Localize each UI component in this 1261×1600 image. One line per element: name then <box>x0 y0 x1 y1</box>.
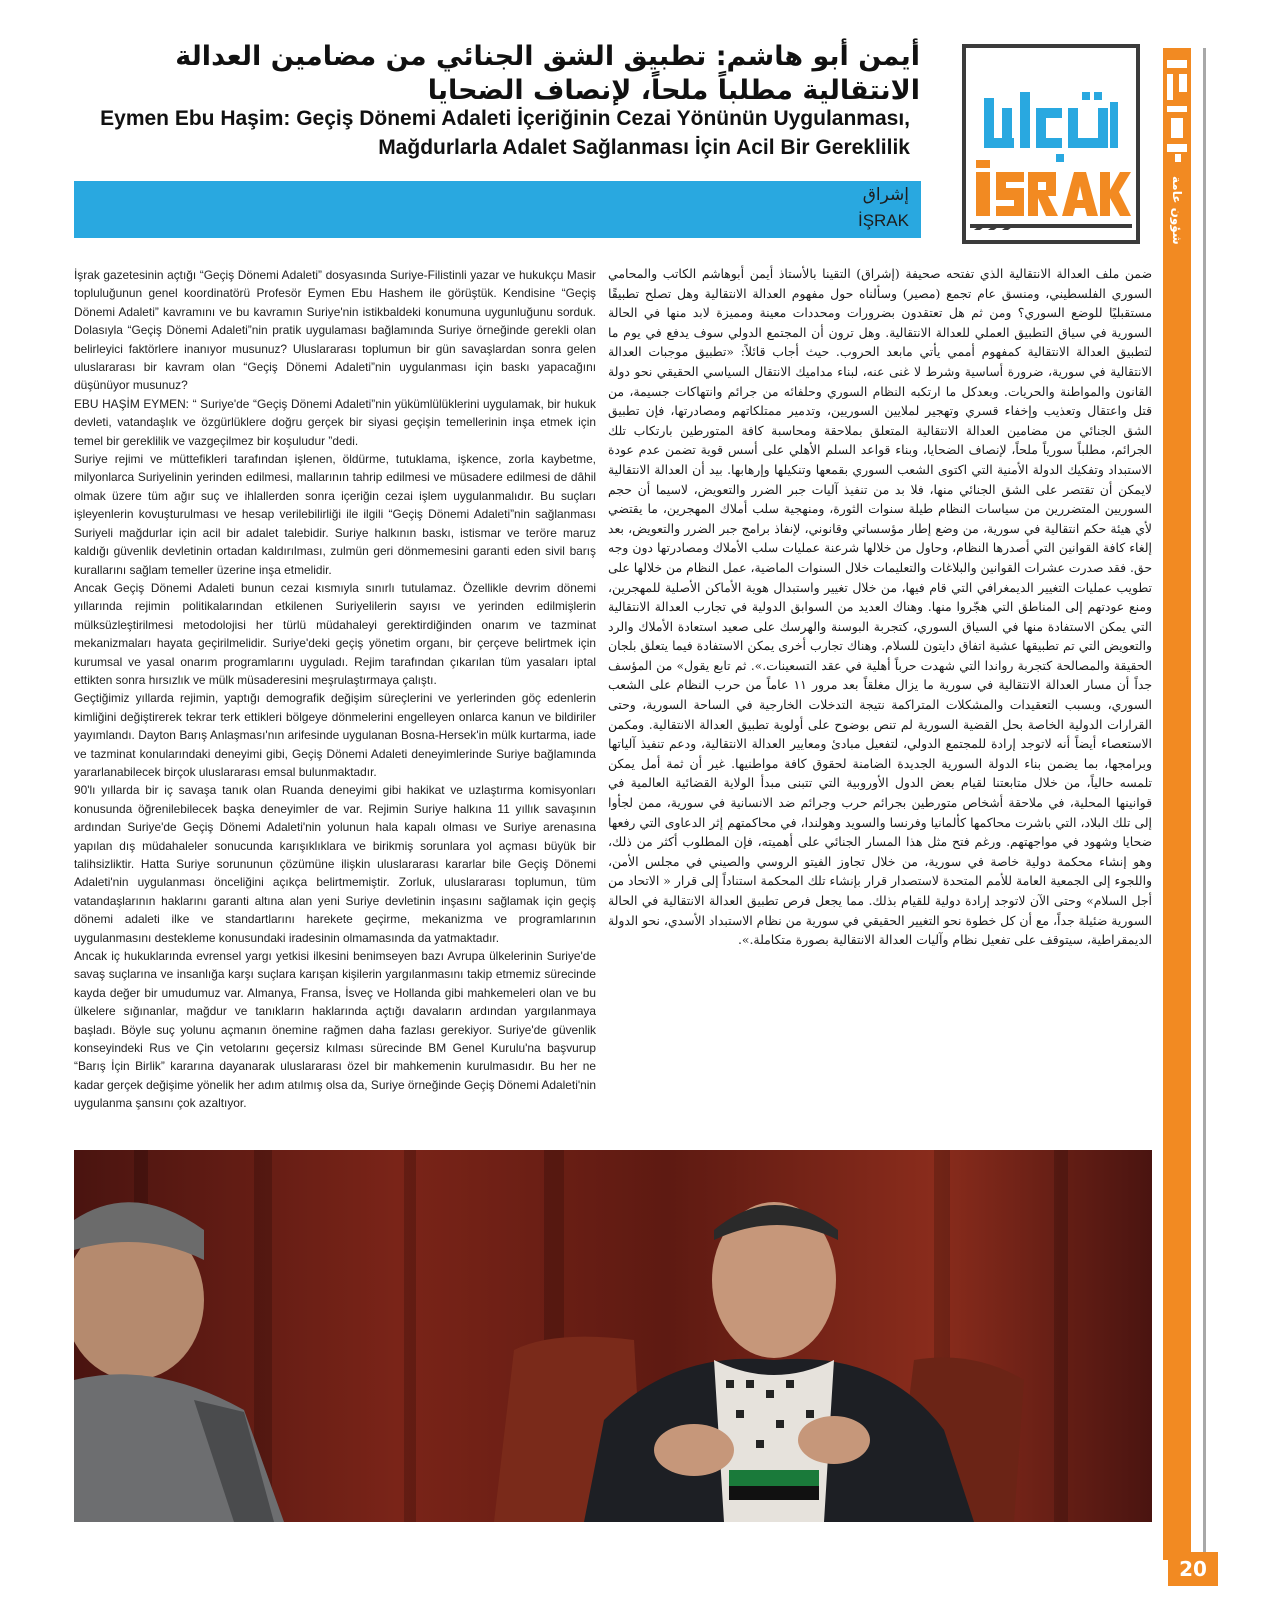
headline-arabic: أيمن أبو هاشم: تطبيق الشق الجنائي من مضامين العدالة الانتقالية مطلباً ملحاً، لإنصاف الضحايا <box>175 41 920 106</box>
side-band <box>1163 0 1261 1600</box>
article-arabic-column: ضمن ملف العدالة الانتقالية الذي تفتحه صحيفة (إشراق) التقينا بالأستاذ أيمن أبوهاشم الكاتب والمحامي السوري الفلسطيني، ومنسق عام تجمع (مصير) وسألناه حول مفهوم العدالة الانتقالية وهل تصلح تطبيقًا مستقبليًا للوضع السوري؟ ومن ثم هل تعتقدون بضرورات ومحددات معينة ومميزة لابد منها في الحالة السورية في سياق التطبيق العملي للعدالة الانتقالية. وهل ترون أن المجتمع الدولي سوف يدفع في يوم ما لتطبيق العدالة الانتقالية كمفهوم أممي يأتي مابعد الحروب. حيث أجاب قائلاً: «تطبيق موجبات العدالة الانتقالية في سورية، ضرورة أساسية وشرط لا غنى عنه، لبناء مداميك الانتقال السياسي الحقيقي نحو دولة القانون والمواطنة والحريات. وبعدكل ما ارتكبه النظام السوري وحلفائه من جرائم وانتهاكات جسيمة، من قتل واعتقال وتعذيب وإخفاء قسري وتهجير لملايين السوريين، وتدمير ممتلكاتهم ومصادرتها، فإن تطبيق الشق الجنائي من مضامين العدالة الانتقالية المتعلق بملاحقة ومحاسبة كافة المتورطين بارتكاب تلك الجرائم، مطلباً سورياً ملحاً، لإنصاف الضحايا، وبناء قواعد السلم الأهلي على أسس قوية تضمن عدم عودة الاستبداد وتفكيك الدولة الأمنية التي اكتوى الشعب السوري بقمعها وتنكيلها وإرهابها. بيد أن العدالة الانتقالية لايمكن أن تقتصر على الشق الجنائي منها، فلا بد من تنفيذ آليات جبر الضرر والتعويض، لاسيما أن حجم السوريين المتضررين من سياسات النظام طيلة سنوات الثورة، ومنهجية سلب أملاك المهجرين، ما يقتضي لأي هيئة حكم انتقالية في سورية، من وضع إطار مؤسساتي وقانوني، لإنفاذ برامج جبر الضرر والتعويض، بعد إلغاء كافة القوانين التي أصدرها النظام، وحاول من خلالها شرعنة عمليات سلب الأملاك ومصادرتها دون وجه حق. فقد صدرت عشرات القوانين والبلاغات والتعليمات خلال السنوات الماضية، عمل النظام من خلالها على تطويب عمليات التغيير الديمغرافي التي قام فيها، من خلال تغيير واستبدال هوية الأماكن الأصلية للمهجرين، ومنع عودتهم إلى المناطق التي هجّروا منها. وهناك العديد من السوابق الدولية في تجارب العدالة الانتقالية التي يمكن الاستفادة منها في السياق السوري، كتجربة البوسنة والهرسك على صعيد استعادة الأملاك والرد والتعويض التي تم تطبيقها عشية اتفاق دايتون للسلام. وهناك تجارب أخرى يمكن الاستفادة فيما يتعلق بلجان الحقيقة والمصالحة كتجربة رواندا التي شهدت حرباً أهلية في عقد التسعينات.». ثم تابع يقول» من المؤسف جداً أن مسار العدالة الانتقالية في سورية ما يزال مغلقاً بعد مرور ١١ عاماً من حرب النظام على الشعب السوري، وبسبب التعقيدات والمشكلات المتراكمة نتيجة التدخلات الخارجية في الساحة السورية، وحتى القرارات الدولية الخاصة بحل القضية السورية لم تنص بوضوح على أولوية تطبيق العدالة الانتقالية. ومكمن الاستعصاء أيضاً أنه لاتوجد إرادة للمجتمع الدولي، لتفعيل مبادئ ومعايير العدالة الانتقالية، ودعم تنفيذ آلياتها وبرامجها، بما يضمن بناء الدولة السورية الجديدة الضامنة لحقوق كافة مواطنيها. غير أن ثمة أمل يمكن تلمسه حالياً، من خلال متابعتنا لقيام بعض الدول الأوروبية التي تتبنى مبدأ الولاية القضائية العالمية في قوانينها المحلية، في ملاحقة أشخاص متورطين بجرائم حرب وجرائم ضد الانسانية في سورية، ممن لجأوا إلى تلك البلاد، التي باشرت محاكمها كألمانيا وفرنسا والسويد وهولندا، في محاكمتهم إثر الدعاوى التي رفعها ضحايا وشهود في مواجهتهم. ورغم فتح مثل هذا المسار الجنائي على أهميته، فإن المطلوب أكثر من ذلك، وهو إنشاء محكمة دولية خاصة في سورية، من خلال تجاوز الفيتو الروسي والصيني في مجلس الأمن، واللجوء إلى الجمعية العامة للأمم المتحدة لاستصدار قرار بإنشاء تلك المحكمة استناداً إلى قرار « الاتحاد من أجل السلام» وحتى الآن لاتوجد إرادة دولية للقيام بذلك. مما يجعل فرص تطبيق العدالة الانتقالية في الحالة السورية ضئيلة جداً، مع أن كل خطوة نحو التغيير الحقيقي في سورية من نظام الاستبداد الأسدي، نحو الدولة الديمقراطية، سيتوقف على تفعيل نظام وآليات العدالة الانتقالية بصورة متكاملة.». <box>608 266 1152 948</box>
author-bar <box>74 181 921 238</box>
israk-logo <box>962 44 1140 244</box>
israk-logo-icon <box>970 52 1132 236</box>
interview-photo-image <box>74 1150 1152 1522</box>
article-paragraph: Geçtiğimiz yıllarda rejimin, yaptığı demografik değişim süreçlerini ve yerlerinden göç edenlerin kimliğini değiştirerek tekrar terk ettikleri bölgeye dönmelerini engelleyen onlarca kanun ve bildiriler yayımlandı. Dayton Barış Anlaşması'nın arifesinde uygulanan Bosna-Hersek'in mülk kurtarma, iade ve tazminat konularındaki deneyimi gibi, Geçiş Dönemi Adaleti deneyimlerinde Suriye bağlamında yararlanabilecek birçok uluslararası emsal bulunmaktadır. <box>74 691 596 779</box>
interview-photo <box>74 1150 1152 1522</box>
article-paragraph: Ancak iç hukuklarında evrensel yargı yetkisi ilkesini benimseyen bazı Avrupa ülkelerinin Suriye'de savaş suçlarına ve insanlığa karşı suçlara karışan kişilerin yargılanmasını takip etmemiz sürecinde kayda değer bir umudumuz var. Almanya, Fransa, İsveç ve Hollanda gibi mahkemeleri olan ve bu ülkelere sığınanlar, mağdur ve tanıkların haklarında açtığı davaların ardından yargılanmaya başladı. Böyle suç yolunu açmanın önemine rağmen daha fazlası gerekiyor. Suriye'de güvenlik konseyindeki Rus ve Çin vetolarını geçersiz kılması sürecinde BM Genel Kurulu'na başvurup “Barış İçin Birlik” kararına dayanarak uluslararası özel bir mahkemenin kurulmasıdır. Bu her ne kadar gerçek değişime yönelik her adım atılmış olsa da, Suriye örneğinde Geçiş Dönemi Adaleti'nin uygulanma şansını çok azaltıyor. <box>74 949 596 1111</box>
israk-vertical-logo-icon <box>1157 50 1197 170</box>
page-number: 20 <box>1168 1552 1218 1586</box>
article-paragraph: Suriye rejimi ve müttefikleri tarafından işlenen, öldürme, tutuklama, işkence, zorla kaybetme, milyonlarca Suriyelinin yerinden edilmesi, mallarının tahrip edilmesi ve müsadere edilmesi de dâhil olmak üzere tüm ağır suç ve ihlallerden sonra içeriğin cezai işlem uygulanmalıdır. Bu suçları işleyenlerin kovuşturulması ve hesap verilebilirliği ile ilgili “Geçiş Dönemi Adaleti”nin sağlanması Suriyeli mağdurlar için acil bir adalet talebidir. Suriye halkının baskı, istismar ve teröre maruz kaldığı güvenlik devletinin ortadan kaldırılması, zulmün geri dönmemesini garanti eden sivil barış kurallarını sağlam temeller üzerine inşa etmelidir. <box>74 452 596 577</box>
article-paragraph: Ancak Geçiş Dönemi Adaleti bunun cezai kısmıyla sınırlı tutulamaz. Özellikle devrim dönemi yıllarında rejimin politikalarından etkilenen Suriyelilerin sayısı ve yerinden edilmişlerin mülksüzleştirilmesi metodolojisi her türlü müdahaleyi gerektirdiğinden onarım ve tazminat mekanizmaları hayata geçirilmelidir. Suriye'deki geçiş yönetim organı, bir çerçeve belirtmek için kurumsal ve yasal onarım programlarını uyguladı. Rejim tarafından çıkarılan tüm yasaları iptal ettikten sonra hırsızlık ve mülk müsaderesini meşrulaştırmaya çalıştı. <box>74 580 596 687</box>
article-paragraph: EBU HAŞİM EYMEN: “ Suriye'de “Geçiş Dönemi Adaleti”nin yükümlülüklerini uygulamak, bir hukuk devleti, vatandaşlık ve özgürlüklere doğru gerçek bir siyasi geçişin temellerinin inşa etmek için temel bir gereklilik ve vazgeçilmez bir koşuludur ”dedi. <box>74 396 596 448</box>
article-paragraph: 90'lı yıllarda bir iç savaşa tanık olan Ruanda deneyimi gibi hakikat ve uzlaştırma komisyonları konusunda öğrenilebilecek başka deneyimler de var. Rejimin Suriye halkına 11 yıllık savaşının ardından Suriye'de Geçiş Dönemi Adaleti'nin yolunun hala kapalı olması ve Suriye arenasına yapılan dış müdahaleler sonucunda karışıklıklara ve birikmiş sorunlara yol açması büyük bir talihsizliktir. Hatta Suriye sorununun çözümüne ilişkin uluslararası kararlar bile Geçiş Dönemi Adaleti'nin uygulanması önceliğini açıkça belirtmemiştir. Zorluk, uluslararası toplumun, tüm vatandaşlarının haklarını garanti altına alan yeni Suriye devletinin inşasını sağlamak için geçiş dönemi adaleti ilke ve standartlarını harekete geçirme, mekanizma ve programlarının uygulanmasını destekleme konusundaki iradesinin olmamasında da yatmaktadır. <box>74 783 596 945</box>
orange-strip <box>1163 48 1191 1560</box>
headline-turkish: Eymen Ebu Haşim: Geçiş Dönemi Adaleti İçeriğinin Cezai Yönünün Uygulanması, Mağdurlarla Adalet Sağlanması İçin Acil Bir Gereklilik <box>100 107 910 159</box>
article-turkish-column <box>74 266 596 1146</box>
article-paragraph: İşrak gazetesinin açtığı “Geçiş Dönemi Adaleti” dosyasında Suriye-Filistinli yazar ve hukukçu Masir topluluğunun genel koordinatörü Profesör Eymen Ebu Hashem ile görüştük. Kendisine “Geçiş Dönemi Adaleti” kavramını ve bu kavramın Suriye'nin istikbaldeki konumuna uygunluğunu sorduk. Dolasıyla “Geçiş Dönemi Adaleti”nin pratik uygulaması bağlamında Suriye örneğinde gerekli olan belirleyici faktörlere inanıyor musunuz? Uluslararası toplumun bir gün savaşlardan sonra gelen uluslararası bir kavram olan “Geçiş Dönemi Adaleti”nin uygulanması için baskı yapacağını düşünüyor musunuz? <box>74 268 596 393</box>
author-arabic: إشراق <box>862 185 909 205</box>
side-divider <box>1203 48 1206 1560</box>
section-label: شؤون عامة <box>1170 175 1184 245</box>
author-turkish: İŞRAK <box>857 211 909 230</box>
